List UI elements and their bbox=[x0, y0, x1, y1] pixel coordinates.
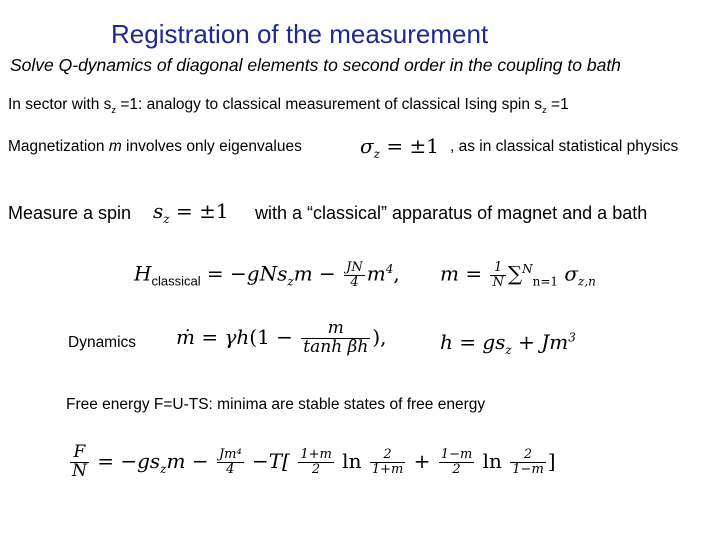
two-over-one-plus-m-fraction: $\frac{2}{1+m}$ bbox=[371, 447, 404, 477]
equation-free-energy: $\frac{F}{N}$ = $-gs_zm$ − $\frac{\text{Jm⁴}}{4}$ −T[ $\frac{1+m}{2}$ ln $\frac{2}{1+m}$ + $\frac{1-m}{2}$ ln $\frac{2}{1-m}$ ] bbox=[72, 442, 556, 481]
dynamics-label: Dynamics bbox=[68, 334, 137, 351]
equation-h-definition: $h = gs_z + Jm^3$ bbox=[440, 330, 576, 357]
equation-m-dot: ṁ = γh(1 − $\frac{m}{\text{tanh βh}}$ ), bbox=[176, 318, 387, 357]
magnetization-line-start: Magnetization m involves only eigenvalues bbox=[8, 138, 302, 155]
measure-apparatus-text: with a “classical” apparatus of magnet and a bath bbox=[255, 203, 648, 223]
slide-subtitle: Solve Q-dynamics of diagonal elements to second order in the coupling to bath bbox=[10, 55, 621, 75]
equation-sz-pm1: $s_z = \pm 1$ bbox=[153, 199, 229, 226]
mdot-fraction: $\frac{m}{\text{tanh βh}}$ bbox=[303, 318, 369, 357]
measure-spin-label: Measure a spin bbox=[8, 203, 132, 223]
equation-h-classical: $H_{classical} = -gNs_zm$ − $\frac{JN}{4}$ $m^4$, bbox=[134, 260, 400, 290]
m-fraction: $\frac{1}{N}$ bbox=[492, 260, 504, 290]
slide-title: Registration of the measurement bbox=[111, 19, 489, 49]
sector-line: In sector with $s_z =1$: analogy to classical measurement of classical Ising spin $s_z =1$ bbox=[8, 96, 569, 116]
free-energy-text: Free energy F=U-TS: minima are stable states of free energy bbox=[66, 396, 486, 413]
f-over-n-fraction: $\frac{F}{N}$ bbox=[72, 442, 87, 481]
equation-sigma-z-pm1: $\sigma_z = \pm 1$ bbox=[360, 134, 439, 161]
magnetization-line-end: , as in classical statistical physics bbox=[450, 138, 679, 155]
equation-m-definition: m = $\frac{1}{N}$ ∑$^N_{n=1}$ $\sigma_{z,n}$ bbox=[440, 260, 596, 290]
one-minus-m-half-fraction: $\frac{1-m}{2}$ bbox=[440, 447, 473, 477]
two-over-one-minus-m-fraction: $\frac{2}{1-m}$ bbox=[512, 447, 544, 477]
h-fraction: $\frac{JN}{4}$ bbox=[346, 260, 363, 290]
one-plus-m-half-fraction: $\frac{1+m}{2}$ bbox=[300, 447, 332, 477]
jm4-fraction: $\frac{\text{Jm⁴}}{4}$ bbox=[218, 447, 242, 477]
